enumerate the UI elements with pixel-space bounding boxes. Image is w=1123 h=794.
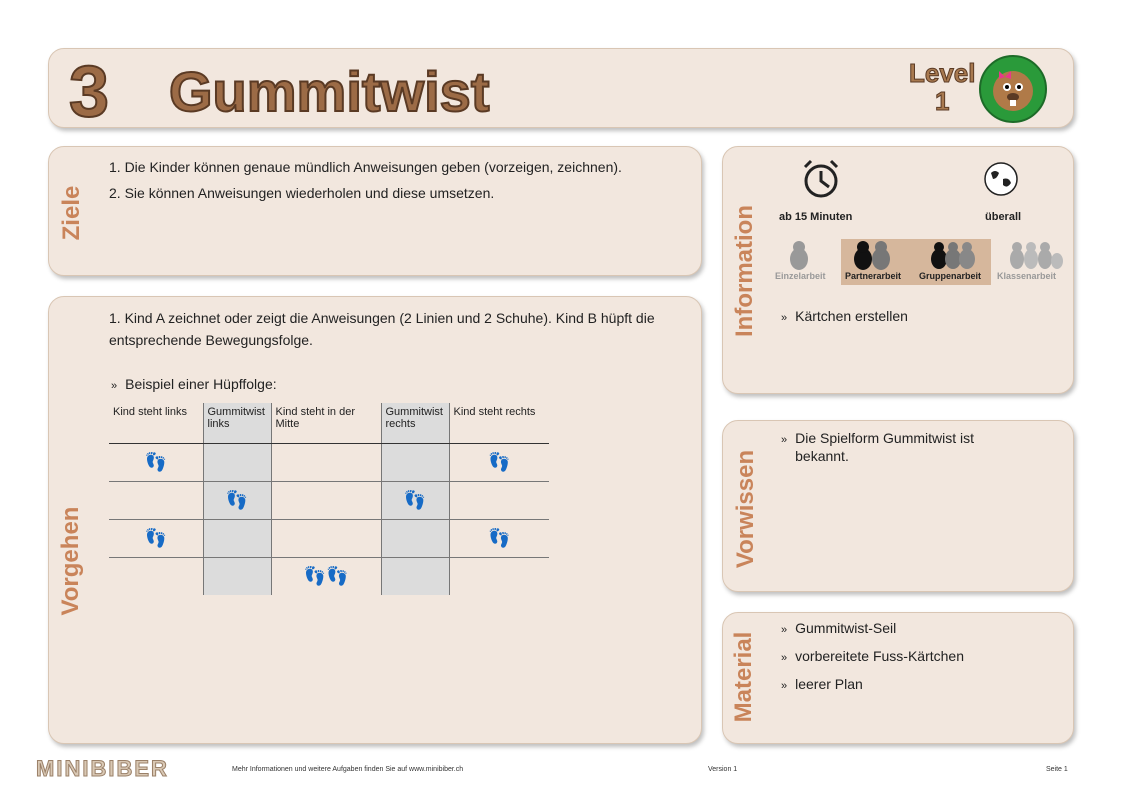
table-row [109, 481, 549, 519]
footprint-icon: 👣 [144, 451, 167, 472]
list-item: » leerer Plan [781, 676, 863, 692]
level-badge [909, 59, 976, 115]
material-item-text: Gummitwist-Seil [795, 620, 897, 636]
footer-info: Mehr Informationen und weitere Aufgaben finden Sie auf www.minibiber.ch [232, 766, 464, 773]
beaver-mascot-icon [979, 55, 1047, 123]
minibiber-logo: MINIBIBER [36, 756, 169, 781]
exercise-number: 3 [69, 52, 110, 132]
example-line: » Beispiel einer Hüpffolge: [111, 376, 277, 392]
location: überall [985, 211, 1022, 223]
table-row [109, 519, 549, 557]
footer-page: Seite 1 [1046, 766, 1068, 773]
vorgehen-card [48, 296, 702, 744]
footprint-icon: 👣 [225, 489, 249, 510]
info-note: » Kärtchen erstellen [781, 308, 908, 324]
footprint-icon: 👣 [488, 527, 511, 548]
header-card [48, 48, 1074, 132]
vorgehen-step: 1. Kind A zeichnet oder zeigt die Anweisungen (2 Linien und 2 Schuhe). Kind B hüpft die entsprechende Bewegungsfolge. [109, 310, 655, 348]
table-header: Kind steht in der Mitte [271, 403, 381, 443]
group-einzelarbeit: Einzelarbeit [775, 271, 826, 281]
group-partnerarbeit: Partnerarbeit [845, 271, 902, 281]
footprint-icon: 👣 [403, 489, 427, 510]
list-item: 2. Sie können Anweisungen wiederholen und diese umsetzen. [109, 185, 495, 201]
group-gruppenarbeit: Gruppenarbeit [919, 271, 982, 281]
footprints-pair-icon: 👣👣 [303, 565, 349, 586]
material-list [781, 617, 964, 697]
list-item: 1. Die Kinder können genaue mündlich Anweisungen geben (vorzeigen, zeichnen). [109, 159, 622, 175]
information-label: Information [731, 205, 758, 337]
material-label: Material [730, 631, 757, 723]
footprint-icon: 👣 [488, 451, 511, 472]
level-label: Level [909, 58, 976, 88]
material-card [722, 612, 1074, 744]
level-value: 1 [935, 86, 950, 116]
table-row [109, 443, 549, 481]
hop-table [109, 403, 549, 595]
ziele-card [48, 146, 702, 276]
vorwissen-text: Die Spielform Gummitwist ist bekannt. [795, 430, 975, 464]
example-label: Beispiel einer Hüpffolge: [125, 376, 277, 392]
table-header: Gummitwist rechts [381, 403, 449, 443]
duration: ab 15 Minuten [779, 211, 853, 223]
information-card [722, 146, 1074, 394]
table-header: Kind steht links [109, 403, 203, 443]
list-item: » vorbereitete Fuss-Kärtchen [781, 648, 964, 664]
vorwissen-label: Vorwissen [732, 449, 759, 569]
alarm-clock-icon [799, 157, 843, 206]
ziele-list [109, 157, 689, 209]
list-item: » Gummitwist-Seil [781, 620, 897, 636]
group-klassenarbeit: Klassenarbeit [997, 271, 1057, 281]
vorgehen-label: Vorgehen [57, 506, 84, 616]
table-header: Gummitwist links [203, 403, 271, 443]
footprint-icon: 👣 [144, 527, 167, 548]
vorwissen-item: » Die Spielform Gummitwist ist bekannt. [781, 429, 1021, 465]
info-note-text: Kärtchen erstellen [795, 308, 908, 324]
material-item-text: vorbereitete Fuss-Kärtchen [795, 648, 964, 664]
ziele-label: Ziele [58, 185, 85, 241]
material-item-text: leerer Plan [795, 676, 863, 692]
vorwissen-card [722, 420, 1074, 592]
table-header: Kind steht rechts [449, 403, 549, 443]
table-row [109, 557, 549, 595]
footer-version: Version 1 [708, 766, 738, 773]
page-title: Gummitwist [169, 60, 490, 123]
globe-icon [983, 161, 1019, 202]
